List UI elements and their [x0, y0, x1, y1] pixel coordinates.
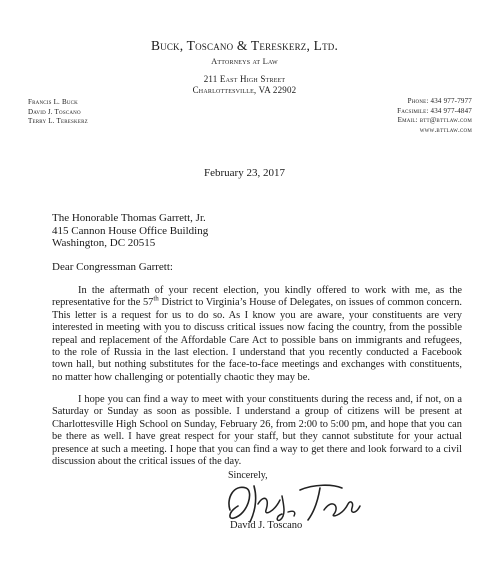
- body-paragraph-2: I hope you can find a way to meet with your constituents during the recess and, if not, on a Saturday or Sunday as soon as possible. I understand a group of citizens will be present at Charlottesville High School on Sunday, February 26, from 2:00 to 5:00 pm, and hope that you can be there as well. I have great respect for your staff, but they cannot substitute for your actual presence at such a meeting. I hope that you can find a way to get there and look forward to a civil discussion about the critical issues of the day.: [52, 394, 462, 468]
- partner-name: Francis L. Buck: [28, 98, 78, 106]
- letter-date: February 23, 2017: [204, 167, 285, 179]
- recipient-line: The Honorable Thomas Garrett, Jr.: [52, 212, 206, 224]
- email-line: Email: btt@bttlaw.com: [397, 116, 472, 124]
- contact-block: [350, 97, 472, 135]
- firm-subtitle: Attorneys at Law: [211, 56, 278, 66]
- body-paragraph-1: [52, 285, 462, 384]
- partner-name: Terry L. Tereskerz: [28, 117, 88, 125]
- firm-address-line2: Charlottesville, VA 22902: [192, 85, 297, 95]
- salutation: Dear Congressman Garrett:: [52, 261, 173, 273]
- partner-name: David J. Toscano: [28, 107, 81, 116]
- p1-text-b: District to Virginia’s House of Delegates, on issues of common concern. This letter is a request for us to do so. As I know you are aware, your constituents are very interested in meeting with you to discuss critical issues now facing the country, from the possible repeal and replacement of the Affordable Care Act to possible bans on immigrants and refugees, to the role of Russia in the last election. I understand that you recently conducted a Facebook town hall, but nothing substitutes for the face-to-face meetings and exchanges with constituents, no matter how challenging or potentially chaotic they may be.: [52, 297, 463, 383]
- phone-line: Phone: 434 977-7977: [407, 97, 472, 105]
- p1-text-a: In the aftermath of your recent election, you kindly offered to work with me, as the representative for the 57: [52, 285, 462, 309]
- fax-line: Facsimile: 434 977-4847: [397, 106, 472, 115]
- closing: Sincerely,: [228, 470, 268, 481]
- signer-name: David J. Toscano: [230, 520, 303, 531]
- website-line: www.bttlaw.com: [419, 125, 472, 134]
- partner-list: [28, 98, 88, 127]
- p1-superscript: th: [153, 294, 159, 303]
- recipient-address: [52, 212, 208, 250]
- firm-name: Buck, Toscano & Tereskerz, Ltd.: [150, 38, 339, 53]
- firm-address-line1: 211 East High Street: [203, 74, 286, 84]
- recipient-line: Washington, DC 20515: [52, 237, 156, 249]
- recipient-line: 415 Cannon House Office Building: [52, 224, 209, 237]
